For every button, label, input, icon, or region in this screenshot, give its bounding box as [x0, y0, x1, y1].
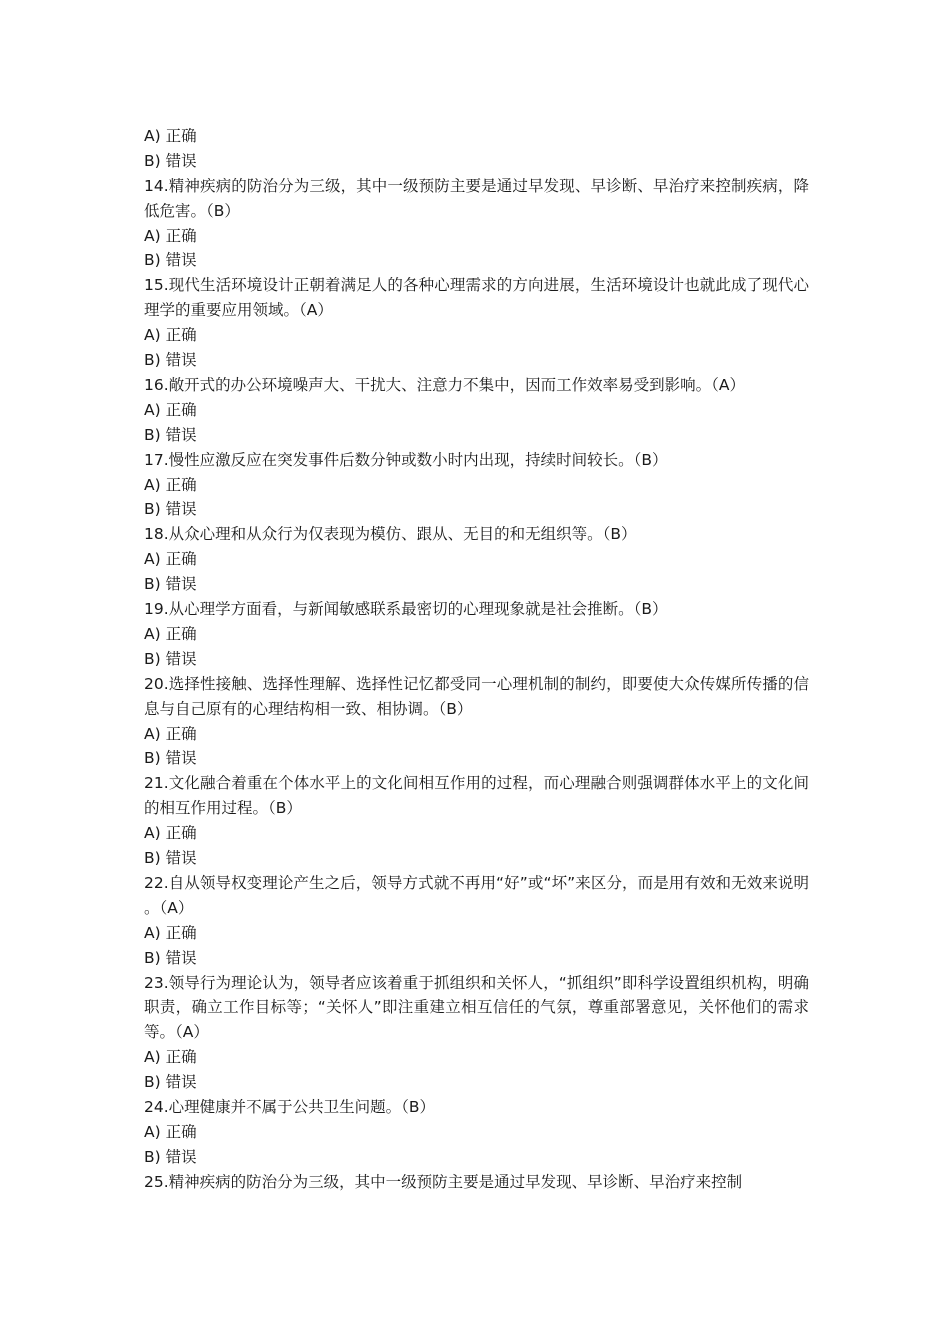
question-23: 23.领导行为理论认为，领导者应该着重于抓组织和关怀人，“抓组织”即科学设置组织机构，明确职责，确立工作目标等；“关怀人”即注重建立相互信任的气氛，尊重部署意见，关怀他们的需求等。（A）: [144, 973, 809, 1042]
option-b: B) 错误: [144, 251, 197, 270]
question-list: [144, 124, 809, 1195]
option-b: B) 错误: [144, 649, 197, 668]
option-a: A) 正确: [144, 1122, 197, 1141]
option-a: A) 正确: [144, 326, 197, 345]
option-b: B) 错误: [144, 425, 197, 444]
option-b: B) 错误: [144, 1073, 197, 1092]
option-a: A) 正确: [144, 624, 197, 643]
question-16: 16.敞开式的办公环境噪声大、干扰大、注意力不集中，因而工作效率易受到影响。（A）: [144, 375, 746, 394]
question-19: 19.从心理学方面看，与新闻敏感联系最密切的心理现象就是社会推断。（B）: [144, 600, 668, 619]
question-15: 15.现代生活环境设计正朝着满足人的各种心理需求的方向进展，生活环境设计也就此成了现代心理学的重要应用领域。（A）: [144, 276, 809, 320]
question-21: 21.文化融合着重在个体水平上的文化间相互作用的过程，而心理融合则强调群体水平上的文化间的相互作用过程。（B）: [144, 774, 809, 818]
option-a: A) 正确: [144, 1048, 197, 1067]
question-18: 18.从众心理和从众行为仅表现为模仿、跟从、无目的和无组织等。（B）: [144, 525, 637, 544]
question-14: 14.精神疾病的防治分为三级，其中一级预防主要是通过早发现、早诊断、早治疗来控制疾病，降低危害。（B）: [144, 176, 809, 220]
question-20: 20.选择性接触、选择性理解、选择性记忆都受同一心理机制的制约，即要使大众传媒所传播的信息与自己原有的心理结构相一致、相协调。（B）: [144, 674, 809, 718]
option-b: B) 错误: [144, 849, 197, 868]
option-a: A) 正确: [144, 923, 197, 942]
option-a: A) 正确: [144, 724, 197, 743]
option-a: A) 正确: [144, 824, 197, 843]
option-a: A) 正确: [144, 475, 197, 494]
question-25-partial: 25.精神疾病的防治分为三级，其中一级预防主要是通过早发现、早诊断、早治疗来控制: [144, 1172, 743, 1191]
option-b: B) 错误: [144, 749, 197, 768]
option-a: A) 正确: [144, 127, 197, 145]
option-b: B) 错误: [144, 500, 197, 519]
option-b: B) 错误: [144, 151, 197, 170]
option-b: B) 错误: [144, 351, 197, 370]
option-a: A) 正确: [144, 550, 197, 569]
question-24: 24.心理健康并不属于公共卫生问题。（B）: [144, 1098, 436, 1116]
option-b: B) 错误: [144, 1147, 197, 1166]
option-a: A) 正确: [144, 226, 197, 245]
option-b: B) 错误: [144, 948, 197, 967]
option-a: A) 正确: [144, 400, 197, 419]
question-22: 22.自从领导权变理论产生之后，领导方式就不再用“好”或“坏”来区分，而是用有效和无效来说明。（A）: [144, 873, 809, 917]
question-17: 17.慢性应激反应在突发事件后数分钟或数小时内出现，持续时间较长。（B）: [144, 450, 668, 469]
option-b: B) 错误: [144, 575, 197, 594]
